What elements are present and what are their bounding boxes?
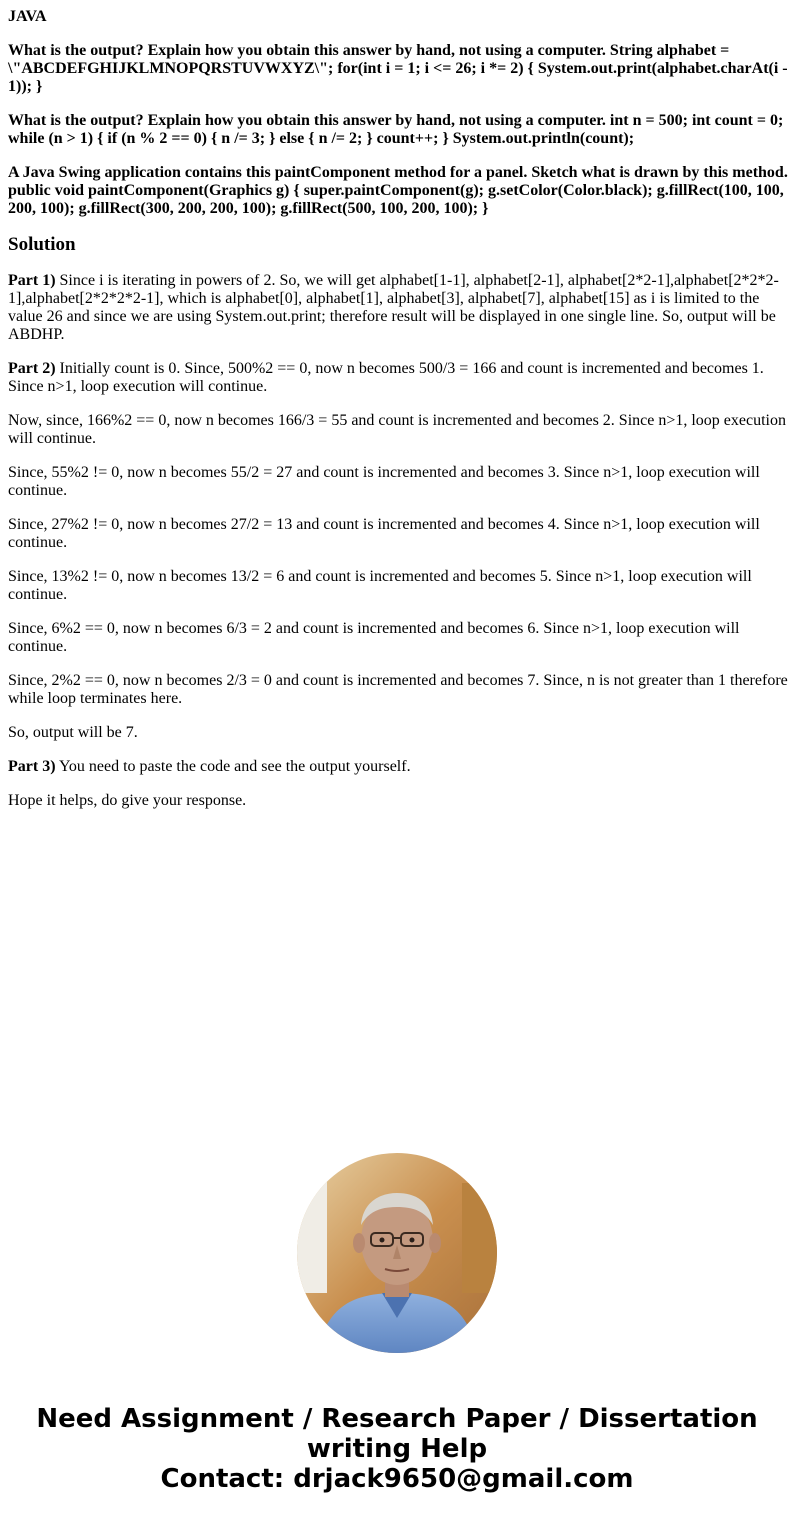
author-avatar: [297, 1153, 497, 1353]
part-1-text: Since i is iterating in powers of 2. So, we will get alphabet[1-1], alphabet[2-1], alphabet[2*2-1],alphabet[2*2*2-1],alphabet[2*2*2*2-1], which is alphabet[0], alphabet[1], alphabet[3], alphabet[7], alphabet[15] as i is limited to the value 26 and since we are using System.out.print; therefore result will be displayed in one single line. So, output will be ABDHP.: [8, 272, 779, 343]
question-3: A Java Swing application contains this paintComponent method for a panel. Sketch what is drawn by this method. public void paintComponent(Graphics g) { super.paintComponent(g); g.setColor(Color.black); g.fillRect(100, 100, 200, 100); g.fillRect(300, 200, 200, 100); g.fillRect(500, 100, 200, 100); }: [8, 164, 788, 217]
closing-note: Hope it helps, do give your response.: [8, 792, 247, 809]
promo-banner: [0, 1404, 794, 1494]
step-paragraph: Since, 13%2 != 0, now n becomes 13/2 = 6 and count is incremented and becomes 5. Since n>1, loop execution will continue.: [8, 568, 752, 603]
step-paragraph: Since, 27%2 != 0, now n becomes 27/2 = 13 and count is incremented and becomes 4. Since n>1, loop execution will continue.: [8, 516, 760, 551]
author-portrait-icon: [297, 1153, 497, 1353]
part-1-label: Part 1): [8, 272, 56, 289]
banner-line-2: writing Help: [306, 1434, 488, 1464]
solution-part-1: [8, 272, 788, 344]
part-3-text: You need to paste the code and see the output yourself.: [55, 758, 411, 775]
step-paragraph: Since, 2%2 == 0, now n becomes 2/3 = 0 and count is incremented and becomes 7. Since, n is not greater than 1 therefore while loop terminates here.: [8, 672, 788, 707]
step-paragraph: Now, since, 166%2 == 0, now n becomes 166/3 = 55 and count is incremented and becomes 2. Since n>1, loop execution will continue.: [8, 412, 786, 447]
part-3-label: Part 3): [8, 758, 56, 775]
solution-part-2: [8, 360, 788, 396]
part-2-text: Initially count is 0. Since, 500%2 == 0, now n becomes 500/3 = 166 and count is incremented and becomes 1. Since n>1, loop execution will continue.: [8, 360, 764, 395]
step-paragraph: So, output will be 7.: [8, 724, 138, 741]
banner-contact: Contact: drjack9650@gmail.com: [160, 1464, 634, 1494]
step-paragraph: Since, 55%2 != 0, now n becomes 55/2 = 27 and count is incremented and becomes 3. Since n>1, loop execution will continue.: [8, 464, 760, 499]
document-body: [8, 8, 788, 826]
doc-title: JAVA: [8, 8, 47, 25]
part-2-label: Part 2): [8, 360, 56, 377]
banner-line-1: Need Assignment / Research Paper / Dissertation: [36, 1404, 758, 1434]
question-2: What is the output? Explain how you obtain this answer by hand, not using a computer. int n = 500; int count = 0; while (n > 1) { if (n % 2 == 0) { n /= 3; } else { n /= 2; } count++; } System.out.println(count);: [8, 112, 784, 147]
step-paragraph: Since, 6%2 == 0, now n becomes 6/3 = 2 and count is incremented and becomes 6. Since n>1, loop execution will continue.: [8, 620, 740, 655]
solution-heading: Solution: [8, 234, 76, 255]
question-1: What is the output? Explain how you obtain this answer by hand, not using a computer. String alphabet = \"ABCDEFGHIJKLMNOPQRSTUVWXYZ\"; for(int i = 1; i <= 26; i *= 2) { System.out.print(alphabet.charAt(i - 1)); }: [8, 42, 788, 95]
solution-part-3: [8, 758, 788, 776]
